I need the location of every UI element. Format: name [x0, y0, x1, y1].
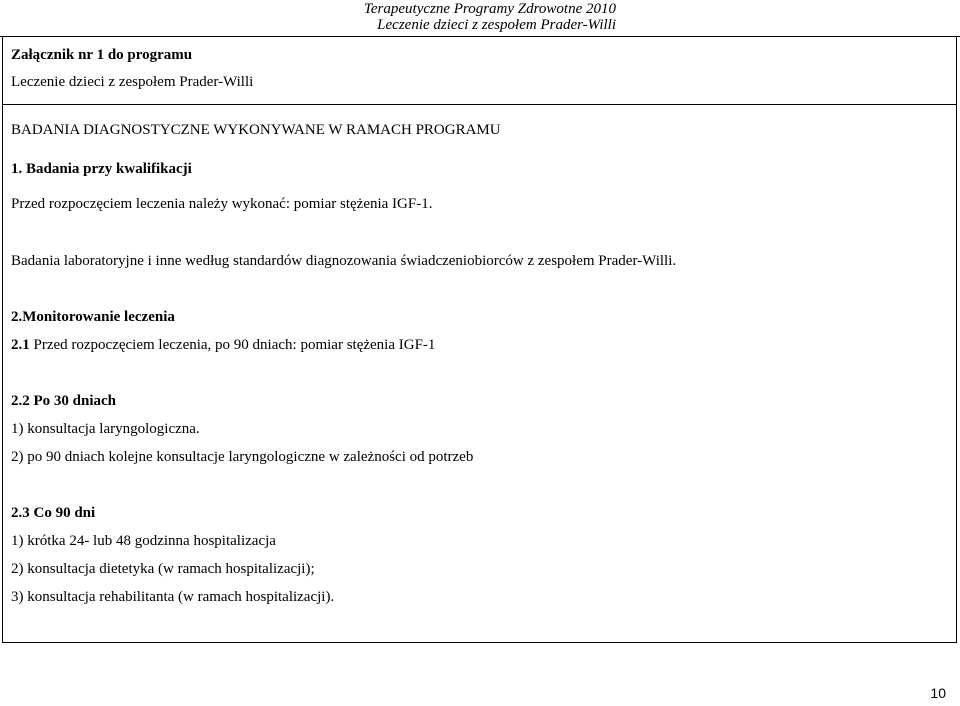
section-2-3-item-2: 2) konsultacja dietetyka (w ramach hospitalizacji);	[11, 561, 315, 577]
section-2-2-item-1: 1) konsultacja laryngologiczna.	[11, 421, 200, 437]
section-1-text-lab: Badania laboratoryjne i inne według standardów diagnozowania świadczeniobiorców z zespołem Prader-Willi.	[11, 253, 677, 269]
page-header	[0, 0, 960, 38]
section-1-text-igf: Przed rozpoczęciem leczenia należy wykonać: pomiar stężenia IGF-1.	[11, 196, 433, 212]
section-title: BADANIA DIAGNOSTYCZNE WYKONYWANE W RAMACH PROGRAMU	[11, 122, 501, 138]
section-2-3-text: Co 90 dni	[29, 505, 96, 521]
annex-label: Załącznik nr 1 do programu	[11, 47, 193, 63]
header-program-name: Leczenie dzieci z zespołem Prader-Willi	[377, 17, 616, 33]
section-2-1-number: 2.1	[11, 337, 30, 353]
section-2-1-line	[11, 337, 435, 354]
annex-title-box	[2, 36, 957, 105]
diagnostics-content-box	[2, 104, 957, 643]
section-1-heading: 1. Badania przy kwalifikacji	[11, 161, 192, 177]
section-2-heading: 2.Monitorowanie leczenia	[11, 309, 175, 325]
header-program-series: Terapeutyczne Programy Zdrowotne 2010	[363, 1, 616, 17]
section-2-3-number: 2.3	[11, 505, 30, 521]
section-2-3-item-1: 1) krótka 24- lub 48 godzinna hospitalizacja	[11, 533, 276, 549]
section-2-2-line	[11, 393, 116, 410]
section-2-3-item-3: 3) konsultacja rehabilitanta (w ramach hospitalizacji).	[11, 589, 335, 605]
page-number: 10	[930, 685, 946, 701]
section-2-1-text: Przed rozpoczęciem leczenia, po 90 dniach: pomiar stężenia IGF-1	[29, 337, 436, 353]
section-2-2-number: 2.2	[11, 393, 30, 409]
section-2-3-line	[11, 505, 95, 522]
program-name: Leczenie dzieci z zespołem Prader-Willi	[11, 74, 254, 90]
section-2-2-text: Po 30 dniach	[29, 393, 117, 409]
section-2-2-item-2: 2) po 90 dniach kolejne konsultacje laryngologiczne w zależności od potrzeb	[11, 449, 474, 465]
